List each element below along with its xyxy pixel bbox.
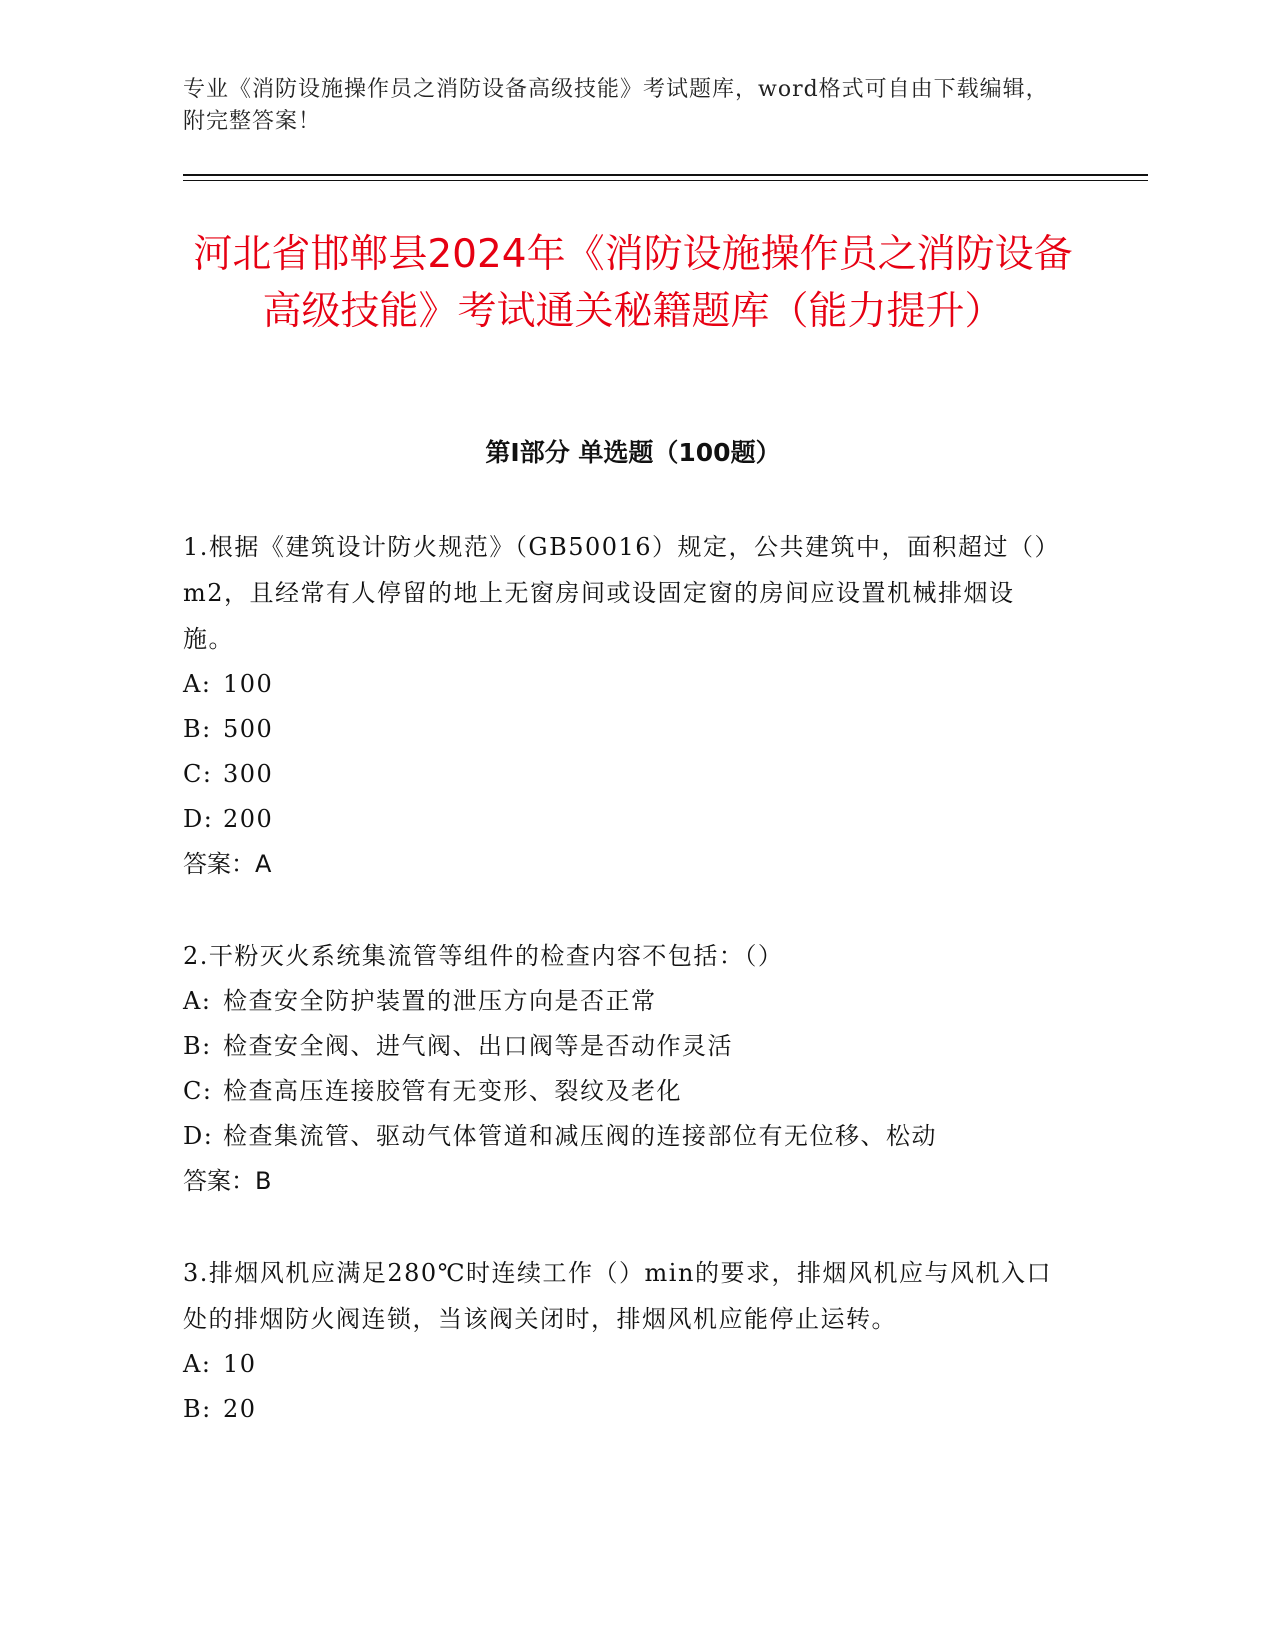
question-stem: 1.根据《建筑设计防火规范》（GB50016）规定，公共建筑中，面积超过（）m2，且经常有人停留的地上无窗房间或设固定窗的房间应设置机械排烟设施。	[183, 533, 1061, 653]
option-text: 100	[223, 670, 274, 698]
option-text: 检查集流管、驱动气体管道和减压阀的连接部位有无位移、松动	[223, 1122, 937, 1150]
section-title: 第Ⅰ部分 单选题（100题）	[485, 438, 781, 467]
option-letter: D:	[183, 1122, 214, 1150]
option-b	[183, 1387, 1063, 1432]
option-letter: B:	[183, 715, 212, 743]
option-letter: D:	[183, 805, 214, 833]
question-3	[183, 1250, 1063, 1432]
option-text: 10	[223, 1350, 257, 1378]
question-answer: 答案：B	[183, 1167, 272, 1195]
question-stem: 2.干粉灭火系统集流管等组件的检查内容不包括：（）	[183, 942, 784, 970]
header-note: 专业《消防设施操作员之消防设备高级技能》考试题库，word格式可自由下载编辑，附完整答案！	[183, 77, 1049, 134]
question-stem: 3.排烟风机应满足280℃时连续工作（）min的要求，排烟风机应与风机入口处的排烟防火阀连锁，当该阀关闭时，排烟风机应能停止运转。	[183, 1259, 1052, 1333]
header-divider	[183, 174, 1148, 176]
option-a	[183, 662, 1063, 707]
document-title: 河北省邯郸县2024年《消防设施操作员之消防设备高级技能》考试通关秘籍题库（能力提升）	[193, 232, 1073, 334]
question-answer: 答案：A	[183, 850, 272, 878]
option-d	[183, 1114, 1063, 1159]
option-c	[183, 1069, 1063, 1114]
option-letter: C:	[183, 1077, 213, 1105]
option-letter: C:	[183, 760, 213, 788]
option-a	[183, 979, 1063, 1024]
option-text: 20	[223, 1395, 257, 1423]
option-letter: B:	[183, 1395, 212, 1423]
option-letter: A:	[183, 670, 212, 698]
option-letter: B:	[183, 1032, 212, 1060]
option-c	[183, 752, 1063, 797]
option-b	[183, 707, 1063, 752]
option-letter: A:	[183, 1350, 212, 1378]
option-b	[183, 1024, 1063, 1069]
question-list	[183, 524, 1063, 1478]
option-text: 检查安全防护装置的泄压方向是否正常	[223, 987, 657, 1015]
option-text: 200	[223, 805, 274, 833]
option-letter: A:	[183, 987, 212, 1015]
header-divider-thin	[183, 180, 1148, 181]
question-1	[183, 524, 1063, 887]
option-text: 检查安全阀、进气阀、出口阀等是否动作灵活	[223, 1032, 733, 1060]
option-text: 500	[223, 715, 274, 743]
option-a	[183, 1342, 1063, 1387]
question-2	[183, 933, 1063, 1204]
option-text: 300	[223, 760, 274, 788]
option-d	[183, 797, 1063, 842]
option-text: 检查高压连接胶管有无变形、裂纹及老化	[223, 1077, 682, 1105]
